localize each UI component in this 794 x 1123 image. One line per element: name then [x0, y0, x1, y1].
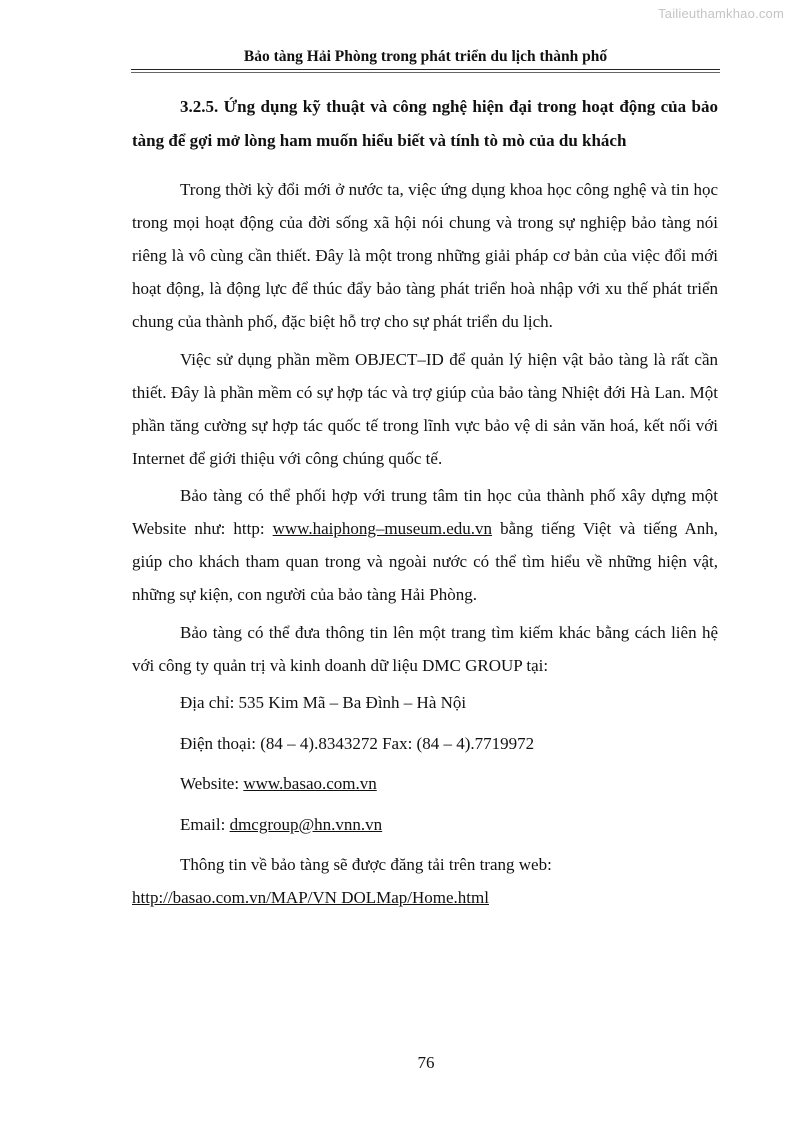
- paragraph-1: Trong thời kỳ đổi mới ở nước ta, việc ứng dụng khoa học công nghệ và tin học trong mọi hoạt động của đời sống xã hội nói chung và trong sự nghiệp bảo tàng nói riêng là vô cùng cần thiết. Đây là một trong những giải pháp cơ bản của việc đổi mới hoạt động, là động lực để thúc đẩy bảo tàng phát triển hoà nhập với xu thế phát triển chung của thành phố, đặc biệt hỗ trợ cho sự phát triển du lịch.: [132, 180, 718, 331]
- page-number: 76: [417, 1053, 435, 1072]
- paragraph-2: Việc sử dụng phần mềm OBJECT–ID để quản lý hiện vật bảo tàng là rất cần thiết. Đây là phần mềm có sự hợp tác và trợ giúp của bảo tàng Nhiệt đới Hà Lan. Một phần tăng cường sự hợp tác quốc tế trong lĩnh vực bảo vệ di sản văn hoá, kết nối với Internet để giới thiệu với công chúng quốc tế.: [132, 349, 718, 468]
- section-heading: 3.2.5. Ứng dụng kỹ thuật và công nghệ hiện đại trong hoạt động của bảo tàng để gợi mở lòng ham muốn hiểu biết và tính tò mò của du khách: [132, 97, 718, 150]
- watermark: Tailieuthamkhao.com: [658, 6, 784, 21]
- contact-phone: Điện thoại: (84 – 4).8343272 Fax: (84 – 4).7719972: [180, 733, 535, 753]
- contact-email: [132, 808, 718, 841]
- paragraph-3-text-before: Bảo tàng có thể phối hợp với trung tâm tin học của thành phố xây dựng một Website như: http:: [132, 486, 718, 538]
- map-url-link[interactable]: http://basao.com.vn/MAP/VN DOLMap/Home.html: [132, 888, 489, 907]
- contact-website: [132, 767, 718, 800]
- page-body: [132, 90, 718, 914]
- website-label: Website:: [180, 774, 244, 793]
- closing-paragraph: Thông tin về bảo tàng sẽ được đăng tải trên trang web:: [180, 855, 552, 874]
- header-rule-thin: [131, 72, 720, 73]
- running-header: Bảo tàng Hải Phòng trong phát triển du lịch thành phố: [243, 48, 608, 65]
- header-rule: [131, 69, 720, 70]
- paragraph-4: Bảo tàng có thể đưa thông tin lên một trang tìm kiếm khác bằng cách liên hệ với công ty quản trị và kinh doanh dữ liệu DMC GROUP tại:: [132, 622, 718, 675]
- email-label: Email:: [180, 814, 230, 834]
- contact-address: Địa chỉ: 535 Kim Mã – Ba Đình – Hà Nội: [180, 693, 467, 712]
- basao-website-link[interactable]: www.basao.com.vn: [243, 774, 377, 793]
- paragraph-3: [132, 479, 718, 611]
- museum-website-link[interactable]: www.haiphong–museum.edu.vn: [272, 519, 493, 538]
- email-link[interactable]: dmcgroup@hn.vnn.vn: [229, 814, 383, 834]
- paragraph-3-text-after: bằng tiếng Việt và tiếng Anh, giúp cho khách tham quan trong và ngoài nước có thể tìm hiểu về những hiện vật, những sự kiện, con người của bảo tàng Hải Phòng.: [132, 519, 718, 604]
